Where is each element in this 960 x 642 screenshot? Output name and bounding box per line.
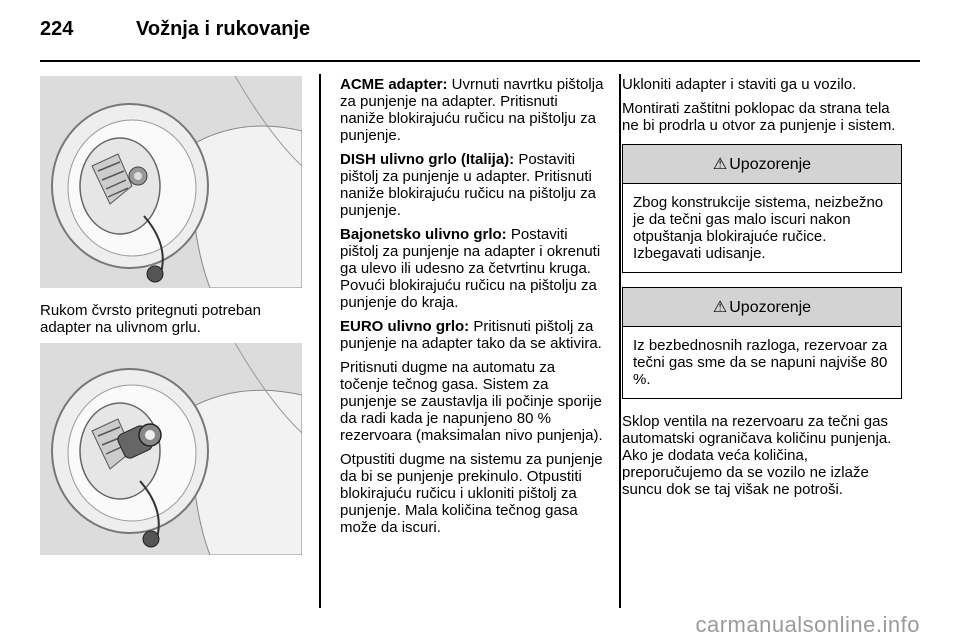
paragraph-dish	[340, 151, 604, 219]
paragraph-release-button: Otpustiti dugme na sistemu za punjenje da bi se punjenje prekinulo. Otpustiti blokirajuću ručicu i ukloniti pištolj za punjenje. Mala količina tečnog gasa može da iscuri.	[340, 451, 603, 536]
chapter-title: Vožnja i rukovanje	[136, 18, 311, 40]
column-divider-2	[619, 74, 621, 608]
warning-triangle-icon: ⚠	[712, 298, 728, 316]
dish-text: Postaviti pištolj za punjenje u adapter. Pritisnuti naniže blokirajuću ručicu na pištolju za punjenje.	[340, 151, 596, 219]
paragraph-press-button: Pritisnuti dugme na automatu za točenje tečnog gasa. Sistem za punjenje se zaustavlja ili počinje sporije da radi kada je napunjeno 80 % rezervoara (maksimalan nivo punjenja).	[340, 359, 603, 444]
paragraph-protective-cap: Montirati zaštitni poklopac da strana tela ne bi prodrla u otvor za punjenje i sistem.	[622, 100, 896, 134]
paragraph-valve-assembly: Sklop ventila na rezervoaru za tečni gas automatski ograničava količinu punjenja. Ako je dodata veća količina, preporučujemo da se vozilo ne izlaže suncu dok se taj višak ne potroši.	[622, 413, 892, 498]
warning-header-2	[623, 288, 901, 327]
figure-caption: Rukom čvrsto pritegnuti potreban adapter na ulivnom grlu.	[40, 302, 261, 336]
watermark: carmanualsonline.info	[695, 612, 920, 637]
warning-triangle-icon: ⚠	[712, 155, 728, 173]
bayonet-lead: Bajonetsko ulivno grlo:	[340, 226, 507, 243]
header-rule	[40, 60, 920, 62]
dish-lead: DISH ulivno grlo (Italija):	[340, 151, 515, 168]
paragraph-euro	[340, 318, 604, 352]
warning-box-2	[622, 287, 902, 399]
bayonet-text: Postaviti pištolj za punjenje na adapter i okrenuti ga ulevo ili udesno za četvrtinu kruga. Povući blokirajuću ručicu na pištolju za punjenje do kraja.	[340, 226, 601, 311]
fuel-door-illustration-1	[40, 76, 302, 288]
warning-text-2: Iz bezbednosnih razloga, rezervoar za tečni gas sme da se napuni najviše 80 %.	[633, 337, 888, 388]
fuel-door-illustration-2	[40, 343, 302, 555]
euro-lead: EURO ulivno grlo:	[340, 318, 470, 335]
column-divider-1	[319, 74, 321, 608]
column-3	[622, 76, 902, 505]
paragraph-bayonet	[340, 226, 604, 311]
page-number: 224	[40, 18, 74, 40]
warning-title-1: Upozorenje	[729, 155, 812, 173]
warning-text-1: Zbog konstrukcije sistema, neizbežno je da tečni gas malo iscuri nakon otpuštanja blokirajuće ručice. Izbegavati udisanje.	[633, 194, 884, 262]
column-2	[340, 76, 604, 543]
fuel-door-adapter-figure-2	[40, 343, 302, 555]
warning-header-1	[623, 145, 901, 184]
warning-box-1	[622, 144, 902, 273]
acme-text: Uvrnuti navrtku pištolja za punjenje na adapter. Pritisnuti naniže blokirajuću ručicu na pištolju za punjenje.	[340, 76, 604, 144]
page-header	[40, 18, 920, 62]
paragraph-acme	[340, 76, 604, 144]
fuel-door-adapter-figure-1	[40, 76, 302, 288]
paragraph-remove-adapter: Ukloniti adapter i staviti ga u vozilo.	[622, 76, 857, 93]
column-1	[40, 76, 304, 555]
acme-lead: ACME adapter:	[340, 76, 448, 93]
euro-text: Pritisnuti pištolj za punjenje na adapter tako da se aktivira.	[340, 318, 602, 352]
warning-title-2: Upozorenje	[729, 298, 812, 316]
